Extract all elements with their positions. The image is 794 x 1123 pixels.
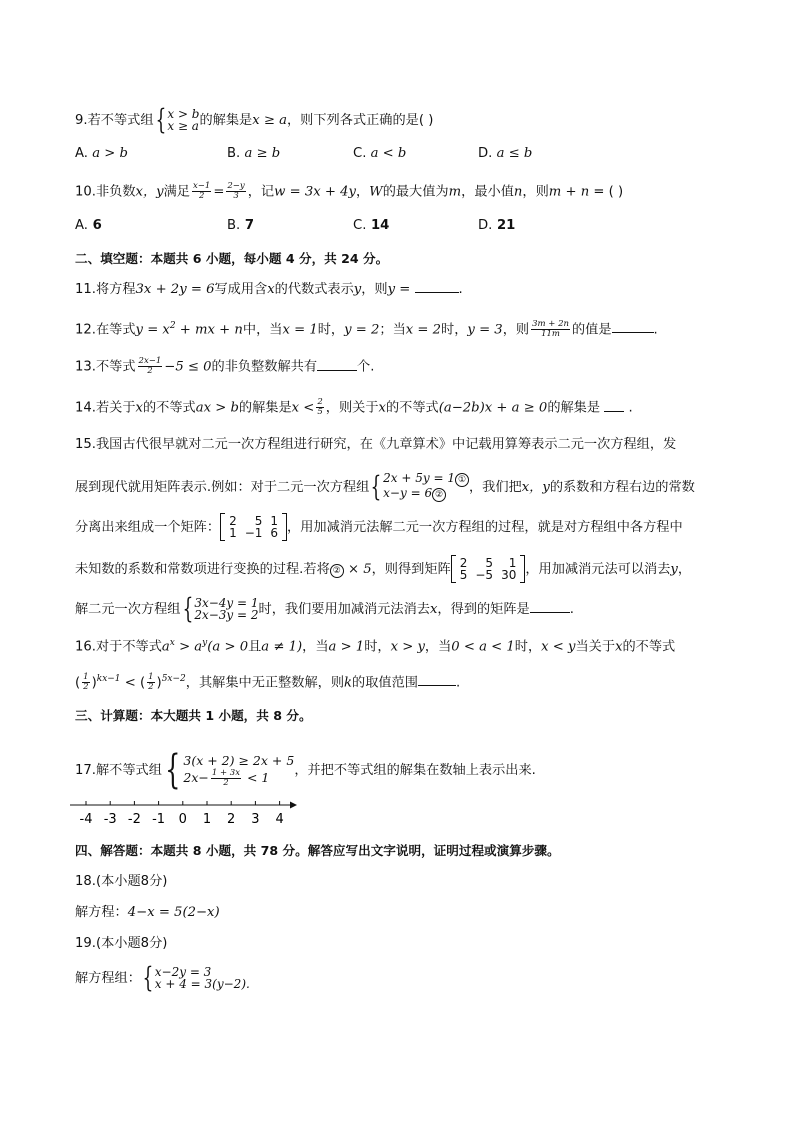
q15-line-2: 展到现代就用矩阵表示.例如：对于二元一次方程组 { 2x + 5y = 1 ① x−y = 6 ② ，我们把x，y的系数和方程右边的常数 bbox=[75, 470, 695, 503]
q12-answer-blank[interactable] bbox=[612, 332, 654, 333]
q15-line-4: 未知数的系数和常数项进行变换的过程.若将 ② × 5，则得到矩阵 2 5 1 5 −5 30 ，用加减消元法可以消去y， bbox=[75, 556, 692, 582]
q10-option-b: B. 7 bbox=[227, 218, 255, 233]
q9-stem: 9.若不等式组 { x > b x ≥ a 的解集是x ≥ a，则下列各式正确的是( ) bbox=[75, 103, 434, 136]
q15-matrix-1: 2 5 1 1 −1 6 bbox=[220, 513, 287, 541]
q18-stem: 解方程：4−x = 5(2−x) bbox=[75, 905, 220, 920]
axis-label: 0 bbox=[178, 812, 187, 827]
number-line bbox=[68, 798, 300, 828]
q19-system: { x−2y = 3 x + 4 = 3(y−2). bbox=[142, 961, 250, 994]
q9-option-d: D. a ≤ b bbox=[478, 146, 533, 161]
q9-option-c: C. a < b bbox=[353, 146, 407, 161]
section-fill-blank-title: 二、填空题：本题共 6 小题，每小题 4 分，共 24 分。 bbox=[75, 251, 389, 266]
q18-header: 18.(本小题8分) bbox=[75, 874, 168, 889]
axis-label: -4 bbox=[79, 812, 93, 827]
q19-stem: 解方程组： { x−2y = 3 x + 4 = 3(y−2). bbox=[75, 961, 250, 994]
axis-label: -2 bbox=[127, 812, 141, 827]
q11-stem: 11.将方程3x + 2y = 6写成用含x的代数式表示y，则y = . bbox=[75, 282, 463, 297]
q15-line-3: 分离出来组成一个矩阵： 2 5 1 1 −1 6 ，用加减消元法解二元一次方程组的过程，就是对方程组中各方程中 bbox=[75, 514, 683, 540]
q10-option-a: A. 6 bbox=[75, 218, 102, 233]
q16-fraction-2: $\frac{1}{2}$ bbox=[148, 671, 154, 692]
q10-fraction-1: $\frac{x-1}{2}$ bbox=[193, 181, 211, 201]
q11-answer-blank[interactable] bbox=[415, 292, 459, 293]
q13-stem: 13.不等式 $\frac{2x-1}{2}$ −5 ≤ 0的非负整数解共有 个. bbox=[75, 356, 375, 376]
axis-label: 2 bbox=[227, 812, 236, 827]
section-solve-title: 四、解答题：本题共 8 小题，共 78 分。解答应写出文字说明，证明过程或演算步骤。 bbox=[75, 843, 560, 858]
q9-system: { x > b x ≥ a bbox=[155, 103, 200, 136]
axis-label: 3 bbox=[251, 812, 260, 827]
q15-system-1: { 2x + 5y = 1 ① x−y = 6 ② bbox=[369, 472, 469, 502]
q10-option-c: C. 14 bbox=[353, 218, 390, 233]
section-calc-title: 三、计算题：本大题共 1 小题，共 8 分。 bbox=[75, 708, 312, 723]
q19-header: 19.(本小题8分) bbox=[75, 936, 168, 951]
q13-answer-blank[interactable] bbox=[317, 370, 357, 371]
axis-label: -1 bbox=[152, 812, 166, 827]
q10-stem: 10.非负数x，y满足 $\frac{x-1}{2}$ = $\frac{2-y}{3}$ ，记w = 3x + 4y，W的最大值为m，最小值n，则m + n = ( ) bbox=[75, 181, 624, 201]
q12-stem: 12.在等式$y = x^2$ + mx + n中，当x = 1时，y = 2；当x = 2时，y = 3，则 $\frac{3m + 2n}{11m}$ 的值是 . bbox=[75, 318, 658, 339]
q14-stem: 14.若关于x的不等式ax > b的解集是x < $\frac{2}{5}$ ，则关于x的不等式(a−2b)x + a ≥ 0的解集是 . bbox=[75, 397, 633, 417]
q14-answer-blank[interactable] bbox=[604, 411, 624, 412]
q10-option-d: D. 21 bbox=[478, 218, 516, 233]
q16-answer-blank[interactable] bbox=[418, 685, 456, 686]
q17-system: { 3(x + 2) ≥ 2x + 5 2x− $\frac{1 + 3x}{2}$ < 1 bbox=[165, 747, 295, 793]
q15-matrix-2: 2 5 1 5 −5 30 bbox=[451, 555, 526, 583]
q10-fraction-2: $\frac{2-y}{3}$ bbox=[227, 181, 245, 201]
q16-line-1: 16.对于不等式$a^x > a^y(a > 0$且a ≠ 1)，当a > 1时，x > y，当0 < a < 1时，x < y当关于x的不等式 bbox=[75, 638, 676, 655]
q9-option-b: B. a ≥ b bbox=[227, 146, 281, 161]
axis-label: 4 bbox=[275, 812, 284, 827]
q17-stem: 17.解不等式组 { 3(x + 2) ≥ 2x + 5 2x− $\frac{1 + 3x}{2}$ < 1 ，并把不等式组的解集在数轴上表示出来. bbox=[75, 747, 536, 793]
q12-fraction: $\frac{3m + 2n}{11m}$ bbox=[532, 318, 569, 339]
q15-line-1: 15.我国古代很早就对二元一次方程组进行研究，在《九章算术》中记载用算筹表示二元一次方程组，发 bbox=[75, 437, 677, 452]
q9-option-a: A. a > b bbox=[75, 146, 128, 161]
axis-label: 1 bbox=[202, 812, 212, 827]
q15-line-5: 解二元一次方程组 { 3x−4y = 1 2x−3y = 2 时，我们要用加减消元法消去x，得到的矩阵是 . bbox=[75, 592, 574, 625]
axis-label: -3 bbox=[103, 812, 117, 827]
q13-fraction: $\frac{2x-1}{2}$ bbox=[138, 356, 162, 376]
q15-system-2: { 3x−4y = 1 2x−3y = 2 bbox=[182, 592, 259, 625]
q16-fraction-1: $\frac{1}{2}$ bbox=[83, 671, 89, 692]
q14-fraction: $\frac{2}{5}$ bbox=[317, 397, 323, 417]
q16-line-2: ( $\frac{1}{2}$ )$^{kx-1}$ < ( $\frac{1}{2}$ )$^{5x-2}$，其解集中无正整数解，则k的取值范围 . bbox=[75, 671, 461, 692]
q15-answer-blank[interactable] bbox=[530, 612, 570, 613]
